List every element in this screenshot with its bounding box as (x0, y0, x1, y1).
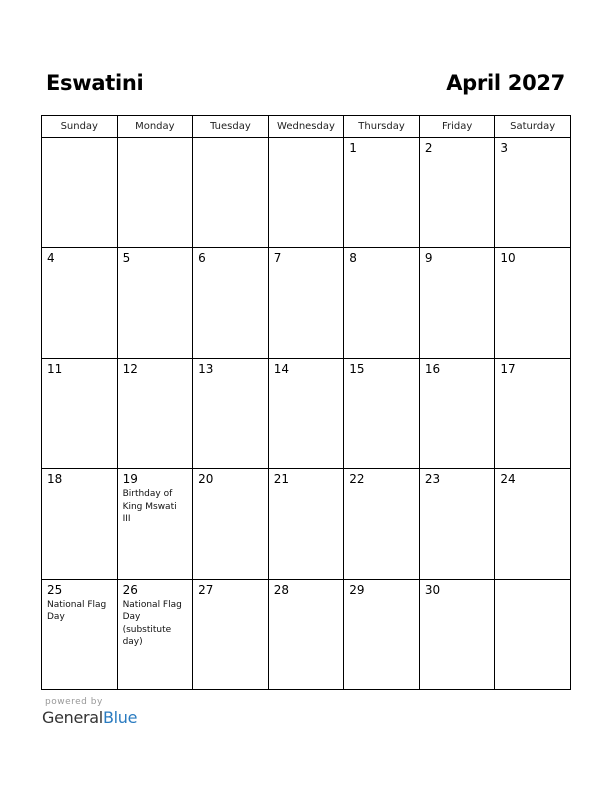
day-cell (419, 138, 495, 248)
day-cell (42, 469, 118, 579)
week-row (42, 469, 571, 579)
week-row (42, 579, 571, 689)
day-cell (495, 469, 571, 579)
day-cell (193, 358, 269, 468)
day-cell (268, 248, 344, 358)
weekday-header: Sunday (42, 116, 118, 138)
weekday-header-row (42, 116, 571, 138)
day-cell (268, 138, 344, 248)
day-number: 15 (349, 361, 365, 376)
day-number: 26 (122, 582, 138, 597)
brand-general-text: General (42, 708, 103, 727)
holiday-label: National Flag Day (substitute day) (122, 599, 182, 648)
holiday-label: Birthday of King Mswati III (122, 489, 177, 525)
day-number: 29 (349, 582, 365, 597)
day-cell (344, 248, 420, 358)
day-cell (193, 579, 269, 689)
day-number: 13 (198, 361, 214, 376)
powered-by-text: powered by (45, 697, 103, 707)
weekday-header: Thursday (344, 116, 420, 138)
month-title: April 2027 (446, 71, 565, 95)
day-number: 23 (424, 472, 441, 487)
week-row (42, 138, 571, 248)
day-cell (495, 248, 571, 358)
weekday-header: Saturday (495, 116, 571, 138)
day-number: 21 (273, 472, 289, 487)
day-number: 4 (47, 251, 55, 266)
day-cell (117, 579, 193, 689)
day-cell (344, 579, 420, 689)
day-cell (419, 358, 495, 468)
day-number: 16 (424, 361, 441, 376)
day-cell (419, 248, 495, 358)
day-number: 30 (424, 582, 441, 597)
day-cell (268, 579, 344, 689)
day-cell (495, 579, 571, 689)
weekday-header: Monday (117, 116, 193, 138)
day-number: 7 (273, 251, 282, 266)
day-cell (344, 358, 420, 468)
day-number: 25 (47, 582, 63, 597)
day-cell (268, 358, 344, 468)
day-cell (193, 248, 269, 358)
day-cell (42, 138, 118, 248)
day-cell (117, 358, 193, 468)
weekday-header: Wednesday (268, 116, 344, 138)
day-number: 22 (349, 472, 365, 487)
day-cell (344, 469, 420, 579)
day-cell (42, 358, 118, 468)
country-title: Eswatini (46, 71, 144, 95)
day-cell (268, 469, 344, 579)
day-cell (419, 579, 495, 689)
day-cell (495, 358, 571, 468)
day-cell (117, 248, 193, 358)
day-cell (193, 469, 269, 579)
week-row (42, 358, 571, 468)
day-number: 20 (198, 472, 214, 487)
day-number: 11 (47, 361, 63, 376)
day-number: 17 (500, 361, 516, 376)
day-number: 2 (424, 141, 433, 155)
day-number: 19 (122, 472, 138, 487)
day-cell (117, 138, 193, 248)
day-number: 24 (500, 472, 516, 487)
day-cell (42, 248, 118, 358)
day-cell (495, 138, 571, 248)
day-number: 27 (198, 582, 214, 597)
day-number: 1 (349, 141, 357, 155)
weekday-header: Tuesday (193, 116, 269, 138)
day-number: 18 (47, 472, 63, 487)
generalblue-logo[interactable] (42, 708, 137, 727)
day-cell (42, 579, 118, 689)
day-number: 8 (349, 251, 357, 266)
day-number: 5 (122, 251, 131, 266)
week-row (42, 248, 571, 358)
day-number: 14 (273, 361, 289, 376)
day-number: 10 (500, 251, 516, 266)
weekday-header: Friday (419, 116, 495, 138)
day-number: 6 (198, 251, 206, 266)
day-cell (419, 469, 495, 579)
day-number: 3 (500, 141, 509, 155)
holiday-label: National Flag Day (47, 599, 107, 623)
calendar-grid (41, 115, 571, 690)
day-cell (117, 469, 193, 579)
day-cell (193, 138, 269, 248)
day-number: 9 (424, 251, 433, 266)
day-cell (344, 138, 420, 248)
day-number: 12 (122, 361, 138, 376)
brand-blue-text: Blue (102, 708, 138, 727)
day-number: 28 (273, 582, 289, 597)
